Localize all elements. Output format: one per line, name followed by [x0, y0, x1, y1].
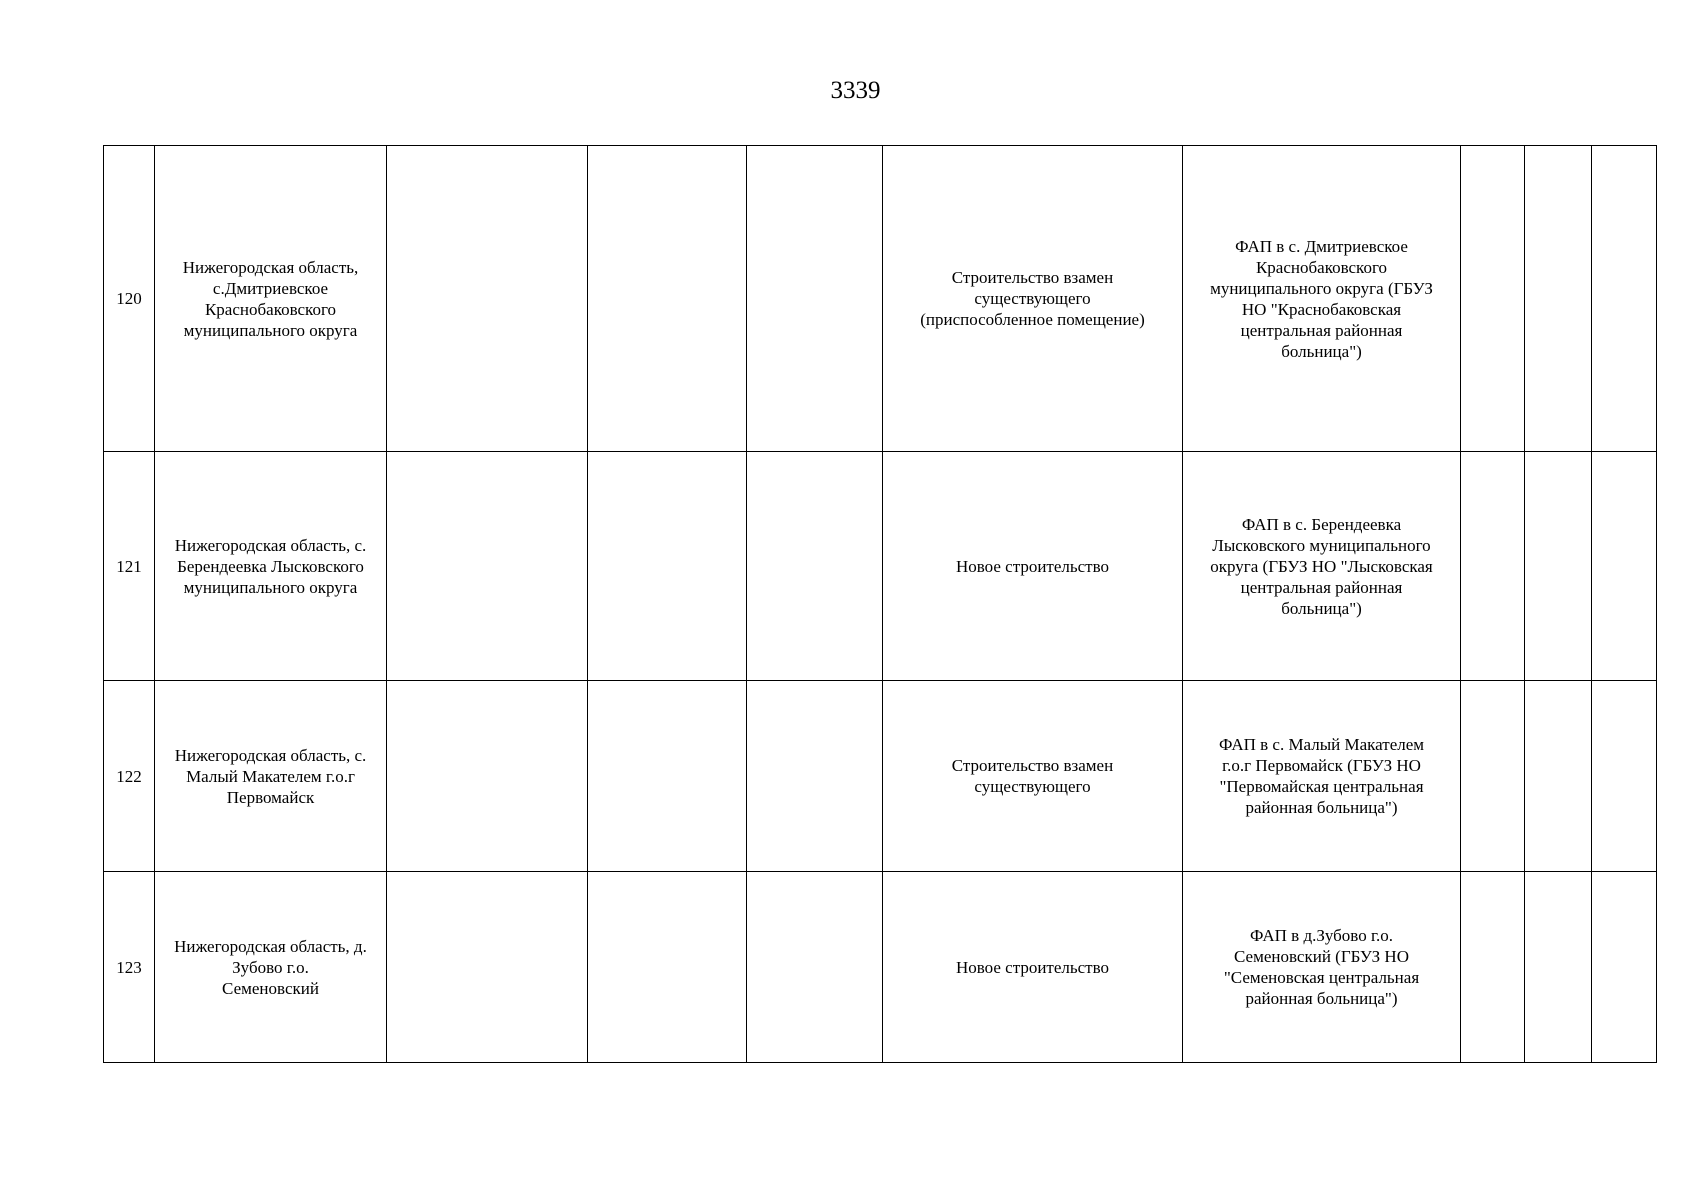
table-row [104, 681, 1657, 872]
facility-cell: ФАП в с. Берендеевка Лысковского муниципального округа (ГБУЗ НО "Лысковская центральная районная больница") [1183, 452, 1461, 681]
row-number: 123 [104, 872, 155, 1063]
row-number: 120 [104, 146, 155, 452]
facilities-table [103, 145, 1657, 1063]
empty-cell [747, 872, 883, 1063]
empty-cell [1461, 452, 1525, 681]
empty-cell [1592, 872, 1657, 1063]
empty-cell [588, 452, 747, 681]
location-cell: Нижегородская область, с. Берендеевка Лысковского муниципального округа [155, 452, 387, 681]
empty-cell [588, 872, 747, 1063]
empty-cell [1461, 146, 1525, 452]
empty-cell [747, 146, 883, 452]
empty-cell [1525, 146, 1592, 452]
facility-cell: ФАП в с. Дмитриевское Краснобаковского муниципального округа (ГБУЗ НО "Краснобаковская центральная районная больница") [1183, 146, 1461, 452]
location-cell: Нижегородская область, д. Зубово г.о. Семеновский [155, 872, 387, 1063]
empty-cell [387, 681, 588, 872]
page-number: 3339 [830, 77, 881, 104]
empty-cell [588, 146, 747, 452]
empty-cell [1461, 681, 1525, 872]
location-cell: Нижегородская область, с. Малый Макателем г.о.г Первомайск [155, 681, 387, 872]
empty-cell [1592, 146, 1657, 452]
empty-cell [1461, 872, 1525, 1063]
row-number: 121 [104, 452, 155, 681]
location-cell: Нижегородская область, с.Дмитриевское Краснобаковского муниципального округа [155, 146, 387, 452]
empty-cell [387, 452, 588, 681]
empty-cell [1592, 681, 1657, 872]
empty-cell [1525, 681, 1592, 872]
construction-type-cell: Строительство взамен существующего [883, 681, 1183, 872]
table-row [104, 452, 1657, 681]
empty-cell [1525, 872, 1592, 1063]
construction-type-cell: Новое строительство [883, 872, 1183, 1063]
facility-cell: ФАП в с. Малый Макателем г.о.г Первомайск (ГБУЗ НО "Первомайская центральная районная больница") [1183, 681, 1461, 872]
facility-cell: ФАП в д.Зубово г.о. Семеновский (ГБУЗ НО "Семеновская центральная районная больница") [1183, 872, 1461, 1063]
empty-cell [588, 681, 747, 872]
construction-type-cell: Новое строительство [883, 452, 1183, 681]
empty-cell [387, 872, 588, 1063]
empty-cell [387, 146, 588, 452]
empty-cell [1525, 452, 1592, 681]
empty-cell [747, 681, 883, 872]
row-number: 122 [104, 681, 155, 872]
table-row [104, 146, 1657, 452]
empty-cell [747, 452, 883, 681]
construction-type-cell: Строительство взамен существующего (приспособленное помещение) [883, 146, 1183, 452]
table-row [104, 872, 1657, 1063]
empty-cell [1592, 452, 1657, 681]
